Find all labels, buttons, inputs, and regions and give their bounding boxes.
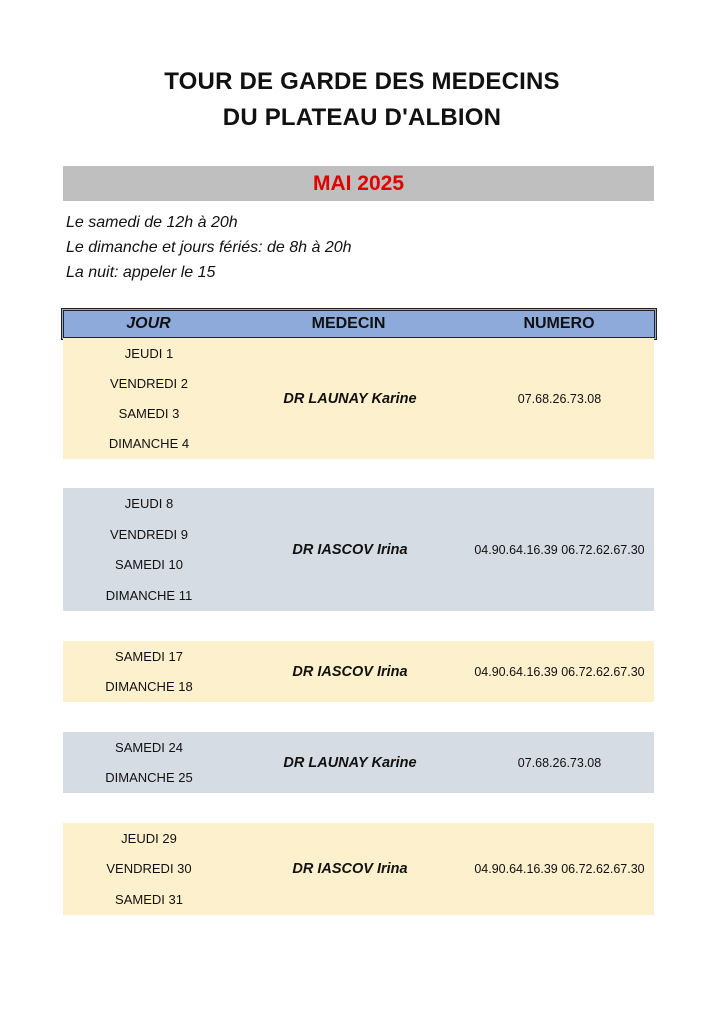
document-title (0, 64, 724, 136)
title-line-1: TOUR DE GARDE DES MEDECINS (164, 68, 560, 95)
day-cell: VENDREDI 30 (106, 861, 192, 877)
header-medecin: MEDECIN (311, 315, 386, 332)
header-jour: JOUR (126, 315, 171, 332)
day-cell: DIMANCHE 4 (108, 436, 190, 452)
day-cell: VENDREDI 2 (109, 375, 189, 391)
title-line-2: DU PLATEAU D'ALBION (222, 104, 502, 131)
day-cell: DIMANCHE 25 (105, 770, 193, 786)
day-cell: VENDREDI 9 (109, 526, 189, 542)
month-banner (63, 166, 654, 201)
block-days (63, 823, 235, 915)
block-days (63, 641, 235, 702)
header-numero: NUMERO (523, 315, 595, 332)
schedule-block-1 (63, 338, 654, 459)
note-night: La nuit: appeler le 15 (66, 264, 216, 281)
block-days (63, 488, 235, 611)
day-cell: SAMEDI 10 (115, 557, 183, 573)
day-cell: DIMANCHE 18 (105, 679, 193, 695)
schedule-block-3 (63, 641, 654, 702)
note-sunday-holidays: Le dimanche et jours fériés: de 8h à 20h (66, 239, 352, 256)
day-cell: JEUDI 8 (124, 495, 174, 511)
day-cell: DIMANCHE 11 (105, 588, 193, 604)
day-cell: SAMEDI 17 (115, 648, 183, 664)
phone-number: 04.90.64.16.39 06.72.62.67.30 (474, 542, 645, 557)
day-cell: JEUDI 29 (121, 830, 177, 846)
day-cell: SAMEDI 31 (115, 892, 183, 908)
phone-number: 04.90.64.16.39 06.72.62.67.30 (474, 862, 645, 876)
doctor-name: DR IASCOV Irina (292, 663, 408, 680)
schedule-notes (66, 210, 352, 285)
doctor-name: DR LAUNAY Karine (283, 754, 417, 771)
doctor-name: DR IASCOV Irina (292, 861, 408, 877)
block-days (63, 732, 235, 793)
phone-number: 07.68.26.73.08 (517, 391, 602, 406)
note-saturday: Le samedi de 12h à 20h (66, 214, 238, 231)
doctor-name: DR IASCOV Irina (292, 541, 408, 558)
schedule-block-4 (63, 732, 654, 793)
month-label: MAI 2025 (312, 172, 405, 195)
doctor-name: DR LAUNAY Karine (283, 390, 417, 407)
phone-number: 04.90.64.16.39 06.72.62.67.30 (474, 664, 645, 679)
day-cell: JEUDI 1 (124, 345, 174, 361)
schedule-block-2 (63, 488, 654, 611)
day-cell: SAMEDI 3 (118, 406, 180, 422)
schedule-block-5 (63, 823, 654, 915)
phone-number: 07.68.26.73.08 (517, 755, 602, 770)
day-cell: SAMEDI 24 (115, 739, 183, 755)
block-days (63, 338, 235, 459)
table-header (61, 308, 657, 340)
